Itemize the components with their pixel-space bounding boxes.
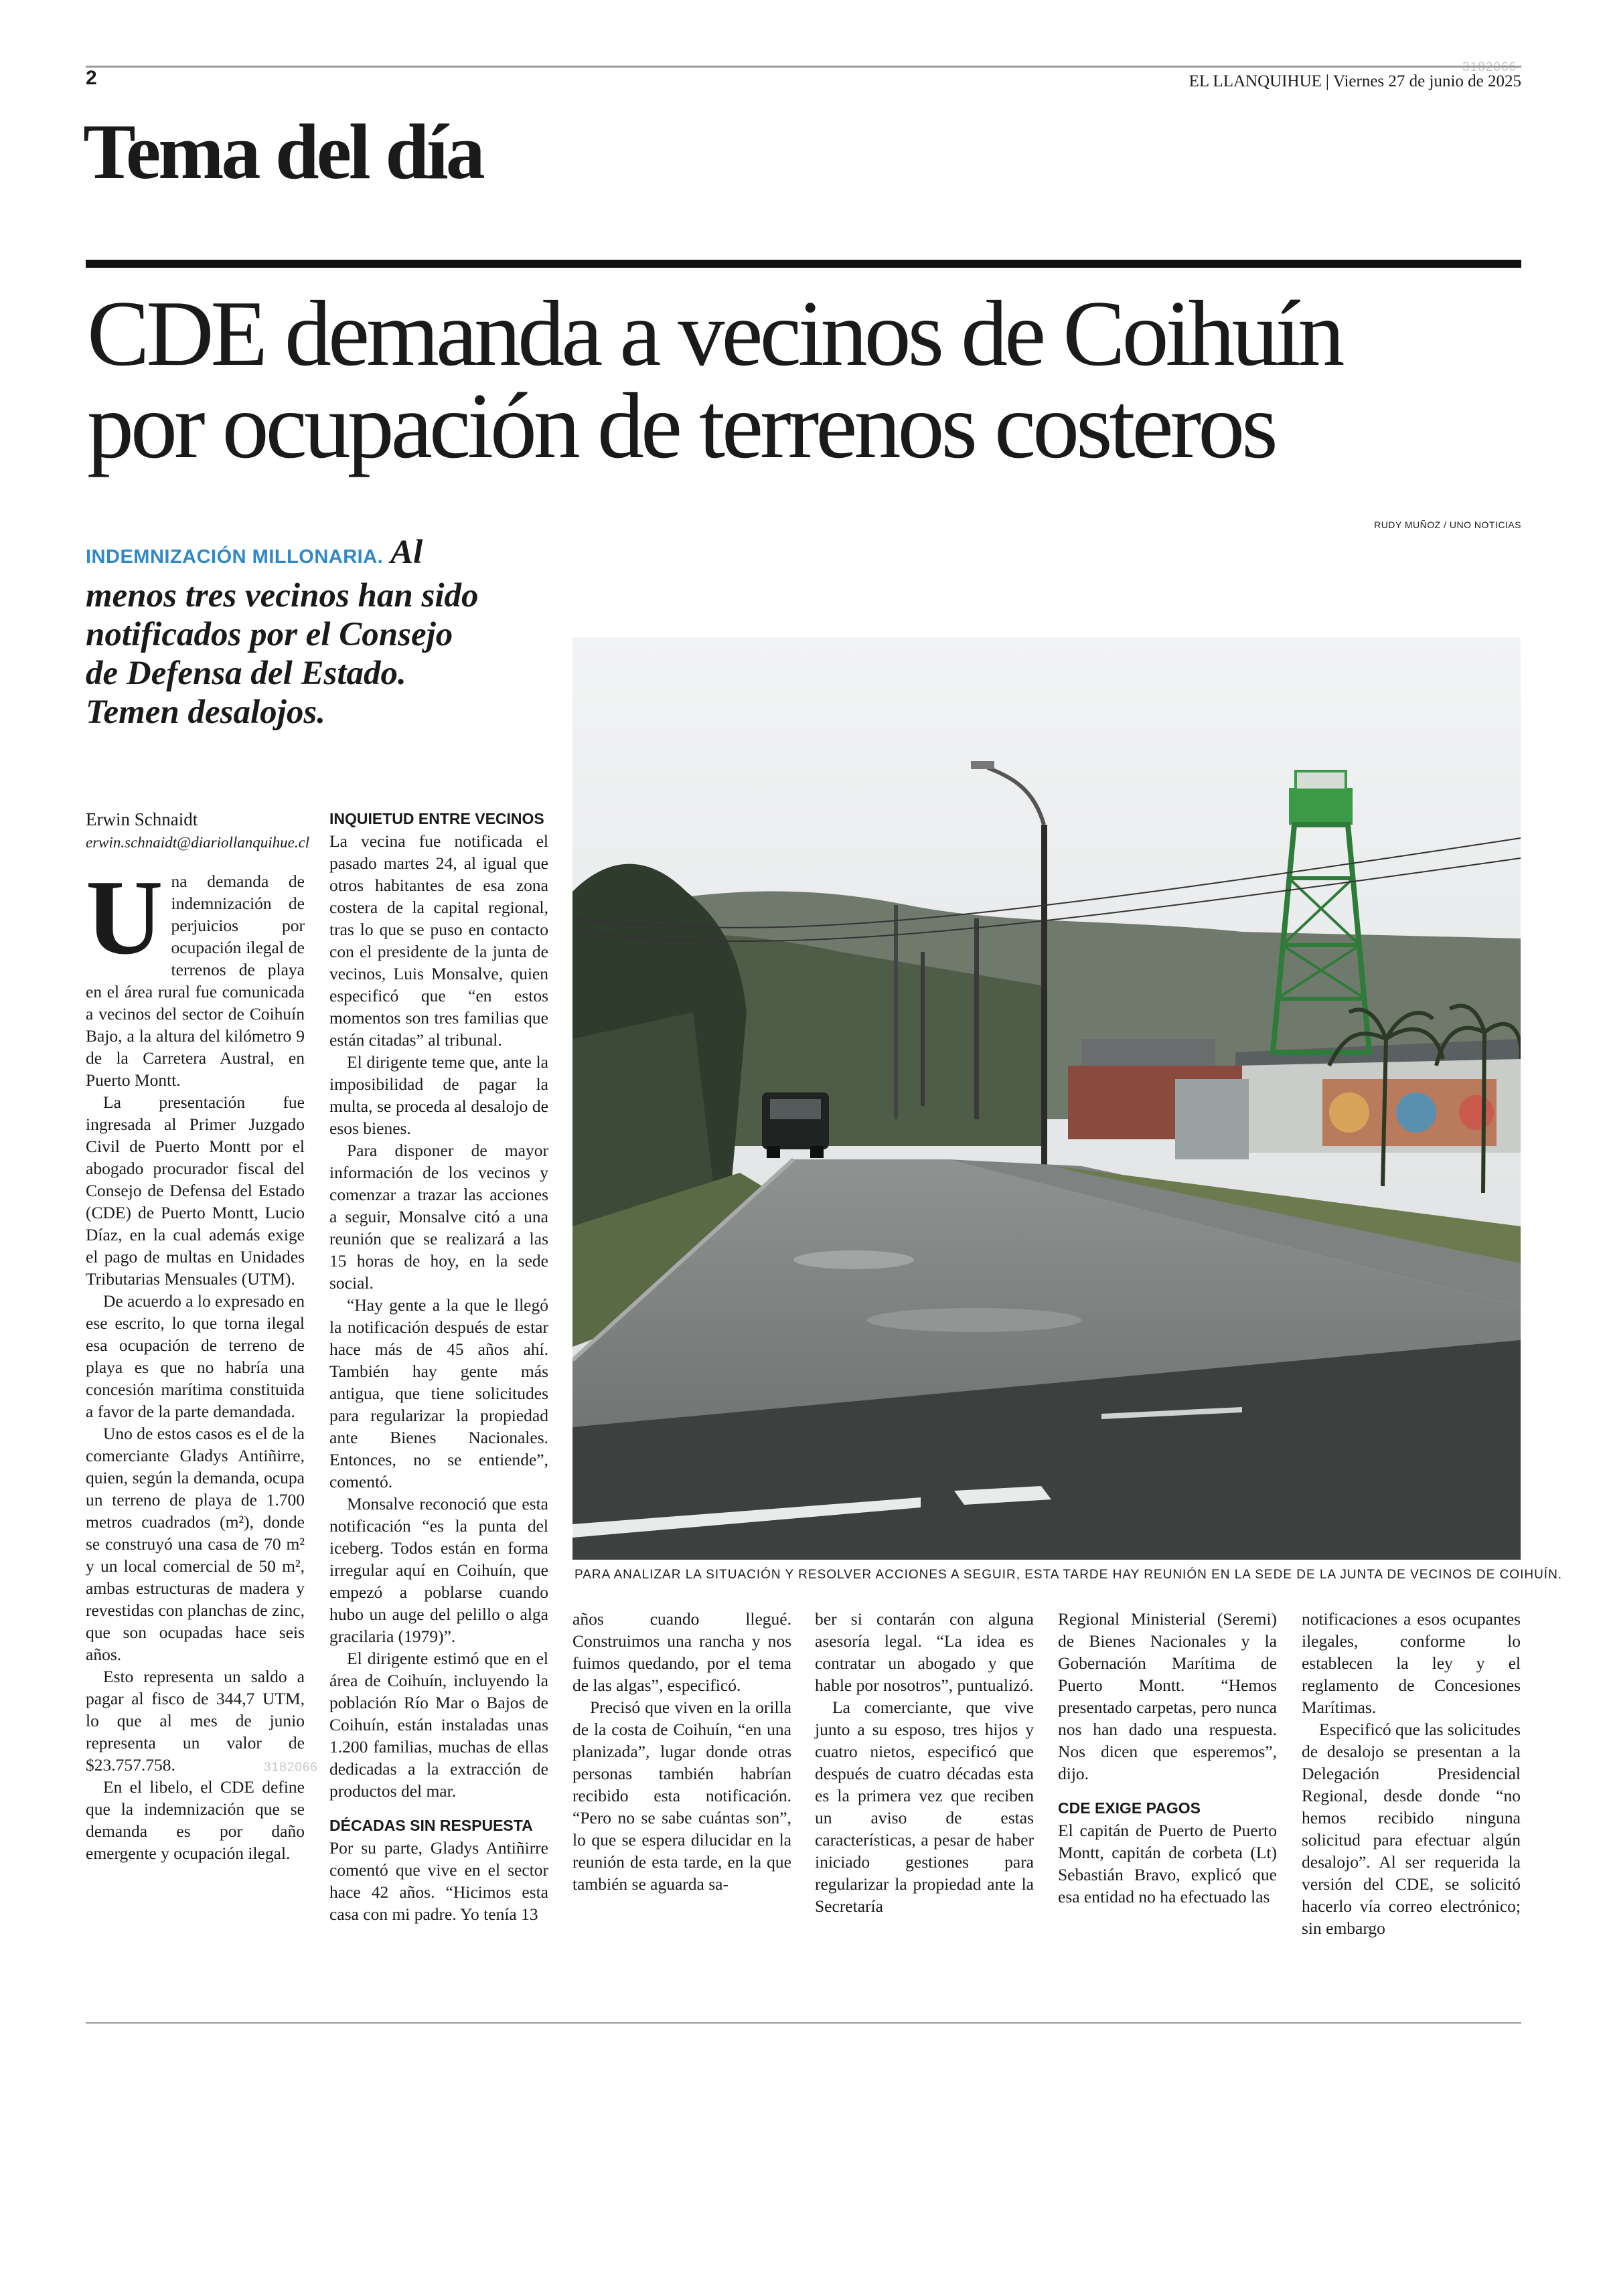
paragraph: Uno de estos casos es el de la comerciante Gladys Antiñirre, quien, según la demanda, ocupa un terreno de playa de 1.700 metros cuadrados (m²), donde se construyó una casa de 70 m² y un local comercial de 50 m², ambas estructuras de madera y revestidas con planchas de zinc, que son ocupadas hace seis años. <box>86 1424 305 1664</box>
paragraph: ber si contarán con alguna asesoría legal. “La idea es contratar un abogado y que hable por nosotros”, puntualizó. <box>815 1609 1034 1695</box>
column-4 <box>815 1608 1034 1917</box>
page-number: 2 <box>86 67 97 89</box>
column-2 <box>329 807 548 1925</box>
subheading: CDE EXIGE PAGOS <box>1058 1799 1201 1817</box>
kicker: INDEMNIZACIÓN MILLONARIA. <box>86 546 384 568</box>
headline <box>87 282 1527 478</box>
dropcap: U <box>86 857 163 977</box>
author-email: erwin.schnaidt@diariollanquihue.cl <box>86 834 310 851</box>
paragraph: Por su parte, Gladys Antiñirre comentó que vive en el sector hace 42 años. “Hicimos esta casa con mi padre. Yo tenía 13 <box>329 1838 548 1924</box>
header-rule <box>86 66 1521 68</box>
headline-line-1: CDE demanda a vecinos de Coihuín <box>87 282 1342 386</box>
paragraph: Regional Ministerial (Seremi) de Bienes Nacionales y la Gobernación Marítima de Puerto Montt. “Hemos presentado carpetas, pero nunca nos han dado una respuesta. Nos dicen que esperemos”, dijo. <box>1058 1609 1277 1783</box>
paragraph: Monsalve reconoció que esta notificación “es la punta del iceberg. Todos están en forma irregular aquí en Coihuín, que empezó a poblarse cuando hubo un auge del pelillo o alga gracilaria (1979)”. <box>329 1494 548 1646</box>
section-rule <box>86 260 1521 268</box>
paragraph: El dirigente teme que, ante la imposibilidad de pagar la multa, se proceda al desalojo de esos bienes. <box>329 1052 548 1138</box>
issue-date: Viernes 27 de junio de 2025 <box>1332 72 1521 90</box>
paragraph: Precisó que viven en la orilla de la costa de Coihuín, “en una planizada”, lugar donde otras personas también habrían recibido esta notificación. “Pero no se sabe cuántas son”, lo que se espera dilucidar en la reunión de esta tarde, en la que también se aguarda sa- <box>572 1698 791 1894</box>
column-5 <box>1058 1608 1277 1908</box>
lead-paragraph <box>86 533 487 732</box>
paragraph: notificaciones a esos ocupantes ilegales, conforme lo establecen la ley y el reglamento de Concesiones Marítimas. <box>1302 1609 1521 1717</box>
publication-name: EL LLANQUIHUE <box>1189 72 1322 90</box>
subheading: DÉCADAS SIN RESPUESTA <box>329 1817 533 1834</box>
lead-text: Al menos tres vecinos han sido notificados por el Consejo de Defensa del Estado. Temen desalojos. <box>86 534 479 731</box>
photo-credit: RUDY MUÑOZ / UNO NOTICIAS <box>1374 519 1521 530</box>
paragraph: En el libelo, el CDE define que la indemnización que se demanda es por daño emergente y ocupación ilegal. <box>86 1777 305 1863</box>
footer-rule <box>86 2022 1521 2024</box>
paragraph: La comerciante, que vive junto a su esposo, tres hijos y cuatro nietos, especificó que después de cuatro décadas esta es la primera vez que reciben un aviso de estas características, a pesar de haber iniciado gestiones para regularizar la propiedad ante la Secretaría <box>815 1698 1034 1916</box>
watermark-body: 3182066 <box>264 1760 318 1775</box>
article-photo <box>572 637 1521 1560</box>
photo-caption: PARA ANALIZAR LA SITUACIÓN Y RESOLVER ACCIONES A SEGUIR, ESTA TARDE HAY REUNIÓN EN LA SEDE DE LA JUNTA DE VECINOS DE COIHUÍN. <box>575 1568 1563 1582</box>
author-name: Erwin Schnaidt <box>86 809 198 829</box>
column-3 <box>572 1608 791 1895</box>
paragraph: na demanda de indemnización de perjuicios por ocupación ilegal de terrenos de playa en el área rural fue comunicada a vecinos del sector de Coihuín Bajo, a la altura del kilómetro 9 de la Carretera Austral, en Puerto Montt. <box>86 872 305 1090</box>
paragraph: El capitán de Puerto de Puerto Montt, capitán de corbeta (Lt) Sebastián Bravo, explicó que esa entidad no ha efectuado las <box>1058 1821 1277 1906</box>
subheading: INQUIETUD ENTRE VECINOS <box>329 810 544 827</box>
paragraph: Esto representa un saldo a pagar al fisco de 344,7 UTM, lo que al mes de junio representa un valor de $23.757.758. <box>86 1667 305 1775</box>
paragraph: Especificó que las solicitudes de desalojo se presentan a la Delegación Presidencial Regional, desde donde “no hemos recibido ninguna solicitud para efectuar algún desalojo”. Al ser requerida la versión del CDE, se solicitó hacerlo vía correo electrónico; sin embargo <box>1302 1720 1521 1938</box>
paragraph: La presentación fue ingresada al Primer Juzgado Civil de Puerto Montt por el abogado procurador fiscal del Consejo de Defensa del Estado (CDE) de Puerto Montt, Lucio Díaz, en la cual además exige el pago de multas en Unidades Tributarias Mensuales (UTM). <box>86 1092 305 1289</box>
folio: EL LLANQUIHUE | Viernes 27 de junio de 2025 <box>1189 72 1521 90</box>
column-6 <box>1302 1608 1521 1939</box>
paragraph: El dirigente estimó que en el área de Coihuín, incluyendo la población Río Mar o Bajos de Coihuín, están instaladas unas 1.200 familias, muchas de ellas dedicadas a la extracción de productos del mar. <box>329 1649 548 1801</box>
paragraph: La vecina fue notificada el pasado martes 24, al igual que otros habitantes de esa zona costera de la capital regional, tras lo que se puso en contacto con el presidente de la junta de vecinos, Luis Monsalve, quien especificó que “en estos momentos son tres familias que están citadas” al tribunal. <box>329 831 548 1050</box>
headline-line-2: por ocupación de terrenos costeros <box>87 374 1275 478</box>
paragraph: De acuerdo a lo expresado en ese escrito, lo que torna ilegal esa ocupación de terreno de playa es que no habría una concesión marítima constituida a favor de la parte demandada. <box>86 1291 305 1421</box>
paragraph: Para disponer de mayor información de los vecinos y comenzar a trazar las acciones a seguir, Monsalve citó a una reunión que se realizará a las 15 horas de hoy, en la sede social. <box>329 1141 548 1293</box>
column-1 <box>86 857 305 1864</box>
paragraph: años cuando llegué. Construimos una rancha y nos fuimos quedando, por el tema de las algas”, especificó. <box>572 1609 791 1695</box>
section-title: Tema del día <box>83 108 483 195</box>
paragraph: “Hay gente a la que le llegó la notificación después de estar hace más de 45 años ahí. También hay gente más antigua, que tiene solicitudes para regularizar la propiedad ante Bienes Nacionales. Entonces, no se entiende”, comentó. <box>329 1295 548 1491</box>
